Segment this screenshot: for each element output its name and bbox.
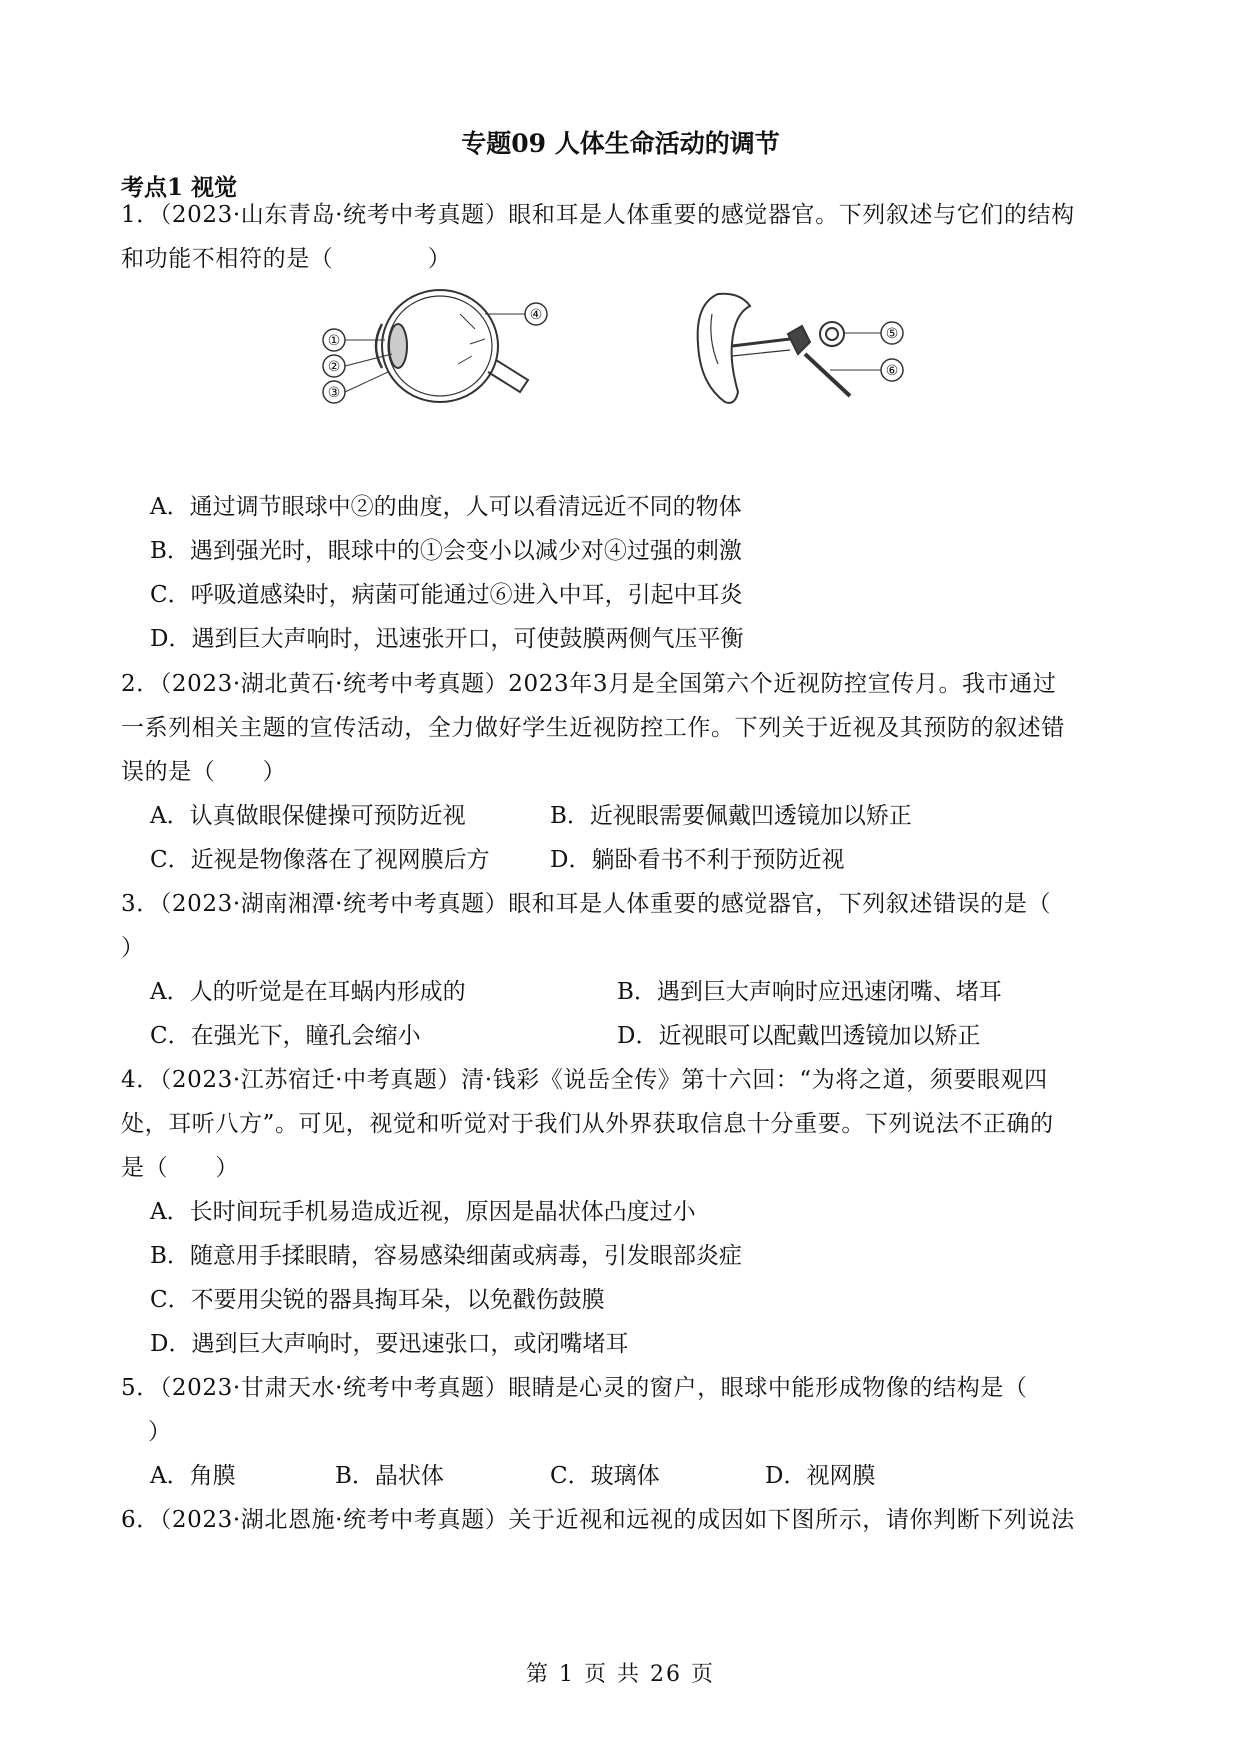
page-title: 专题09 人体生命活动的调节 — [461, 129, 780, 158]
page-footer: 第 1 页 共 26 页 — [526, 1662, 715, 1687]
q4-option-a: A．长时间玩手机易造成近视，原因是晶状体凸度过小 — [150, 1199, 696, 1225]
question-2-line-1: 2．（2023·湖北黄石·统考中考真题）2023年3月是全国第六个近视防控宣传月。我市通过 — [121, 671, 1057, 697]
ear-diagram — [690, 284, 920, 409]
q3-option-b: B．遇到巨大声响时应迅速闭嘴、堵耳 — [617, 979, 1002, 1005]
q2-option-b: B．近视眼需要佩戴凹透镜加以矫正 — [550, 803, 912, 829]
q4-option-d: D．遇到巨大声响时，要迅速张口，或闭嘴堵耳 — [150, 1331, 629, 1357]
question-4-line-2: 处，耳听八方”。可见，视觉和听觉对于我们从外界获取信息十分重要。下列说法不正确的 — [121, 1111, 1054, 1137]
question-6-line-1: 6．（2023·湖北恩施·统考中考真题）关于近视和远视的成因如下图所示，请你判断下列说法 — [121, 1507, 1075, 1533]
section-heading: 考点1 视觉 — [121, 174, 238, 201]
q4-option-b: B．随意用手揉眼睛，容易感染细菌或病毒，引发眼部炎症 — [150, 1243, 742, 1269]
q2-option-c: C．近视是物像落在了视网膜后方 — [150, 847, 490, 873]
q3-option-a: A．人的听觉是在耳蜗内形成的 — [150, 979, 466, 1005]
eye-label-2: ② — [327, 359, 341, 375]
q3-option-d: D．近视眼可以配戴凹透镜加以矫正 — [617, 1023, 981, 1049]
eye-label-4: ④ — [529, 307, 543, 323]
ear-label-5: ⑤ — [885, 326, 899, 342]
question-5-line-2: ） — [148, 1419, 172, 1445]
question-3-line-2: ） — [121, 935, 145, 961]
q1-option-d: D．遇到巨大声响时，迅速张开口，可使鼓膜两侧气压平衡 — [150, 626, 744, 652]
q5-option-c: C．玻璃体 — [550, 1463, 660, 1489]
q5-option-d: D．视网膜 — [765, 1463, 876, 1489]
q2-option-d: D．躺卧看书不利于预防近视 — [550, 847, 845, 873]
question-2-line-3: 误的是（ ） — [121, 759, 287, 785]
question-2-line-2: 一系列相关主题的宣传活动，全力做好学生近视防控工作。下列关于近视及其预防的叙述错 — [121, 715, 1065, 741]
eye-label-1: ① — [327, 333, 341, 349]
eye-label-3: ③ — [327, 385, 341, 401]
question-3-line-1: 3．（2023·湖南湘潭·统考中考真题）眼和耳是人体重要的感觉器官，下列叙述错误的是（ — [121, 891, 1052, 917]
q1-option-c: C．呼吸道感染时，病菌可能通过⑥进入中耳，引起中耳炎 — [150, 582, 743, 608]
q1-option-a: A．通过调节眼球中②的曲度，人可以看清远近不同的物体 — [150, 494, 742, 520]
q4-option-c: C．不要用尖锐的器具掏耳朵，以免戳伤鼓膜 — [150, 1287, 605, 1313]
q3-option-c: C．在强光下，瞳孔会缩小 — [150, 1023, 421, 1049]
question-1-line-1: 1．（2023·山东青岛·统考中考真题）眼和耳是人体重要的感觉器官。下列叙述与它们的结构 — [121, 202, 1075, 228]
eye-diagram — [327, 284, 580, 409]
q2-option-a: A．认真做眼保健操可预防近视 — [150, 803, 466, 829]
q5-option-a: A．角膜 — [150, 1463, 236, 1489]
question-5-line-1: 5．（2023·甘肃天水·统考中考真题）眼睛是心灵的窗户，眼球中能形成物像的结构是（ — [121, 1375, 1028, 1401]
question-4-line-3: 是（ ） — [121, 1155, 239, 1181]
q5-option-b: B．晶状体 — [335, 1463, 444, 1489]
q1-option-b: B．遇到强光时，眼球中的①会变小以减少对④过强的刺激 — [150, 538, 742, 564]
question-4-line-1: 4．（2023·江苏宿迁·中考真题）清·钱彩《说岳全传》第十六回：“为将之道，须要眼观四 — [121, 1067, 1048, 1093]
ear-label-6: ⑥ — [885, 363, 899, 379]
question-1-line-2: 和功能不相符的是（ ） — [121, 246, 452, 272]
